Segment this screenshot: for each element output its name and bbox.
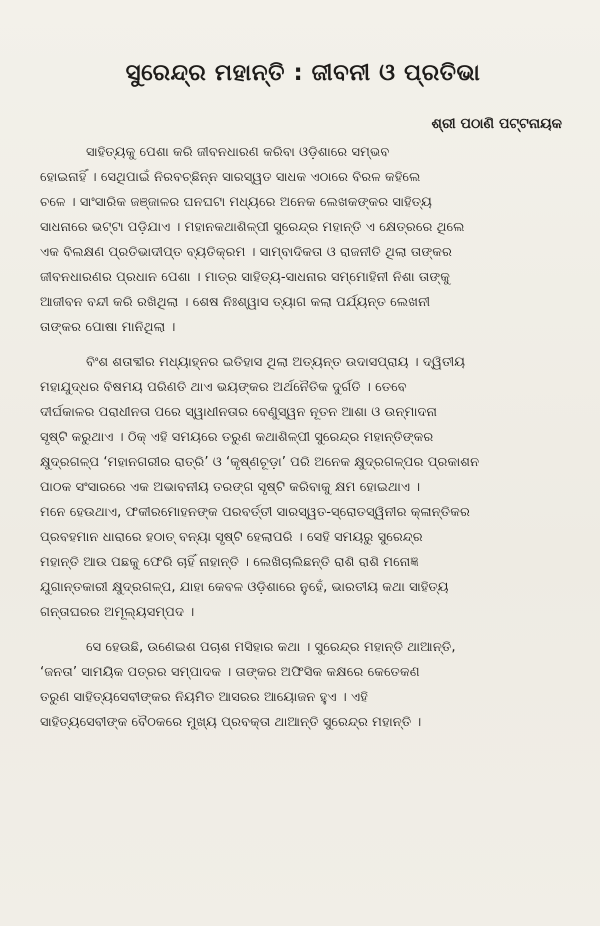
text-line: ସେ ହେଉଛି, ଉଣେଇଶ ପଚାଶ ମସିହାର କଥା । ସୁରେନ୍ଦ୍ର ମହାନ୍ତି ଥାଆନ୍ତି, [86, 640, 456, 655]
text-line: ତରୁଣ ସାହିତ୍ୟସେବୀଙ୍କର ନିୟମିତ ଆସରର ଆୟୋଜନ ହୁଏ । ଏହି [40, 690, 368, 705]
text-line: ଗନ୍ତାଘରର ଅମୂଲ୍ୟସମ୍ପଦ । [40, 605, 195, 620]
text-line: ସାଧନାରେ ଭଟ୍ଟା ପଡ଼ିଯାଏ । ମହାନକଥାଶିଳ୍ପୀ ସୁରେନ୍ଦ୍ର ମହାନ୍ତି ଏ କ୍ଷେତ୍ରରେ ଥିଲେ [40, 220, 465, 235]
chapter-title: ସୁରେନ୍ଦ୍ର ମହାନ୍ତି : ଜୀବନୀ ଓ ପ୍ରତିଭା [125, 60, 481, 86]
text-line: ଚଳେ । ସାଂସାରିକ ଜଞ୍ଜାଳର ଘନଘଟା ମଧ୍ୟରେ ଅନେକ ଲେଖକଙ୍କର ସାହିତ୍ୟ [40, 195, 433, 210]
text-line: ଜୀବନଧାରଣର ପ୍ରଧାନ ପେଶା । ମାତ୍ର ସାହିତ୍ୟ-ସାଧନାର ସମ୍ମୋହିନୀ ନିଶା ତାଙ୍କୁ [40, 270, 450, 285]
paragraph-1 [40, 140, 566, 340]
text-line: ଦୀର୍ଘକାଳର ପରାଧୀନତା ପରେ ସ୍ୱାଧୀନତାର ବେଣୁସ୍ୱନ ନୂତନ ଆଶା ଓ ଉନ୍ମାଦନା [40, 405, 438, 420]
paragraph-2 [40, 350, 566, 625]
text-line: ପ୍ରବହମାନ ଧାରାରେ ହଠାତ୍ ବନ୍ୟା ସୃଷ୍ଟି ହେଲାପରି । ସେହି ସମୟରୁ ସୁରେନ୍ଦ୍ର [40, 530, 423, 545]
text-line: ସୃଷ୍ଟି କରୁଥାଏ । ଠିକ୍ ଏହି ସମୟରେ ତରୁଣ କଥାଶିଳ୍ପୀ ସୁରେନ୍ଦ୍ର ମହାନ୍ତିଙ୍କର [40, 430, 434, 445]
text-line: ମହାନ୍ତି ଆଉ ପଛକୁ ଫେରି ଚାହିଁ ନାହାନ୍ତି । ଲେଖିଚାଲିଛନ୍ତି ରାଶି ରାଶି ମନୋଜ୍ଞ [40, 555, 419, 570]
author-name: ଶ୍ରୀ ପଠାଣି ପଟ୍ଟନାୟକ [431, 116, 562, 132]
text-line: ଏକ ବିଲକ୍ଷଣ ପ୍ରତିଭାଦୀପ୍ତ ବ୍ୟତିକ୍ରମ । ସାମ୍ବାଦିକତା ଓ ରାଜନୀତି ଥିଲା ତାଙ୍କର [40, 245, 453, 260]
text-line: ସାହିତ୍ୟସେବୀଙ୍କ ବୈଠକରେ ମୁଖ୍ୟ ପ୍ରବକ୍ତା ଥାଆନ୍ତି ସୁରେନ୍ଦ୍ର ମହାନ୍ତି । [40, 715, 422, 730]
text-line: ଯୁଗାନ୍ତକାରୀ କ୍ଷୁଦ୍ରଗଳ୍ପ, ଯାହା କେବଳ ଓଡ଼ିଶାରେ ନୁହେଁ, ଭାରତୀୟ କଥା ସାହିତ୍ୟ [40, 580, 449, 595]
text-line: ବିଂଶ ଶତାବ୍ଦୀର ମଧ୍ୟାହ୍ନର ଇତିହାସ ଥିଲା ଅତ୍ୟନ୍ତ ଉଦାସପ୍ରାୟ । ଦ୍ୱିତୀୟ [86, 355, 466, 370]
paragraph-3 [40, 635, 566, 735]
text-line: ‘ଜନତା’ ସାମୟିକ ପତ୍ରର ସମ୍ପାଦକ । ତାଙ୍କର ଅଫିସିକ କକ୍ଷରେ କେତେକଣ [40, 665, 420, 680]
text-line: ପାଠକ ସଂସାରରେ ଏକ ଅଭାବନୀୟ ତରଙ୍ଗ ସୃଷ୍ଟି କରିବାକୁ କ୍ଷମ ହୋଇଥାଏ । [40, 480, 421, 495]
text-line: କ୍ଷୁଦ୍ରଗଳ୍ପ ‘ମହାନଗରୀର ରାତ୍ରି’ ଓ ‘କୃଷ୍ଣଚୂଡ଼ା’ ପରି ଅନେକ କ୍ଷୁଦ୍ରଗଳ୍ପର ପ୍ରକାଶନ [40, 455, 480, 470]
text-line: ତାଙ୍କର ପୋଷା ମାନିଥିଲା । [40, 320, 176, 335]
text-line: ଆଜୀବନ ବନ୍ଦୀ କରି ରଖିଥିଲା । ଶେଷ ନିଃଶ୍ୱାସ ତ୍ୟାଗ କଲା ପର୍ଯ୍ୟନ୍ତ ଲେଖନୀ [40, 295, 431, 310]
text-line: ମନେ ହେଉଥାଏ, ଫକୀରମୋହନଙ୍କ ପରବର୍ତ୍ତୀ ସାରସ୍ୱତ-ସ୍ରୋତସ୍ୱିନୀର କ୍ଳାନ୍ତିକର [40, 505, 470, 520]
text-line: ହୋଇନାହିଁ । ସେଥିପାଇଁ ନିରବଚ୍ଛିନ୍ନ ସାରସ୍ୱତ ସାଧକ ଏଠାରେ ବିରଳ କହିଲେ [40, 170, 421, 185]
text-line: ସାହିତ୍ୟକୁ ପେଶା କରି ଜୀବନଧାରଣ କରିବା ଓଡ଼ିଶାରେ ସମ୍ଭବ [86, 145, 390, 160]
text-line: ମହାଯୁଦ୍ଧର ବିଷମୟ ପରିଣତି ଥାଏ ଭୟଙ୍କର ଅର୍ଥନୈତିକ ଦୁର୍ଗତି । ତେବେ [40, 380, 407, 395]
